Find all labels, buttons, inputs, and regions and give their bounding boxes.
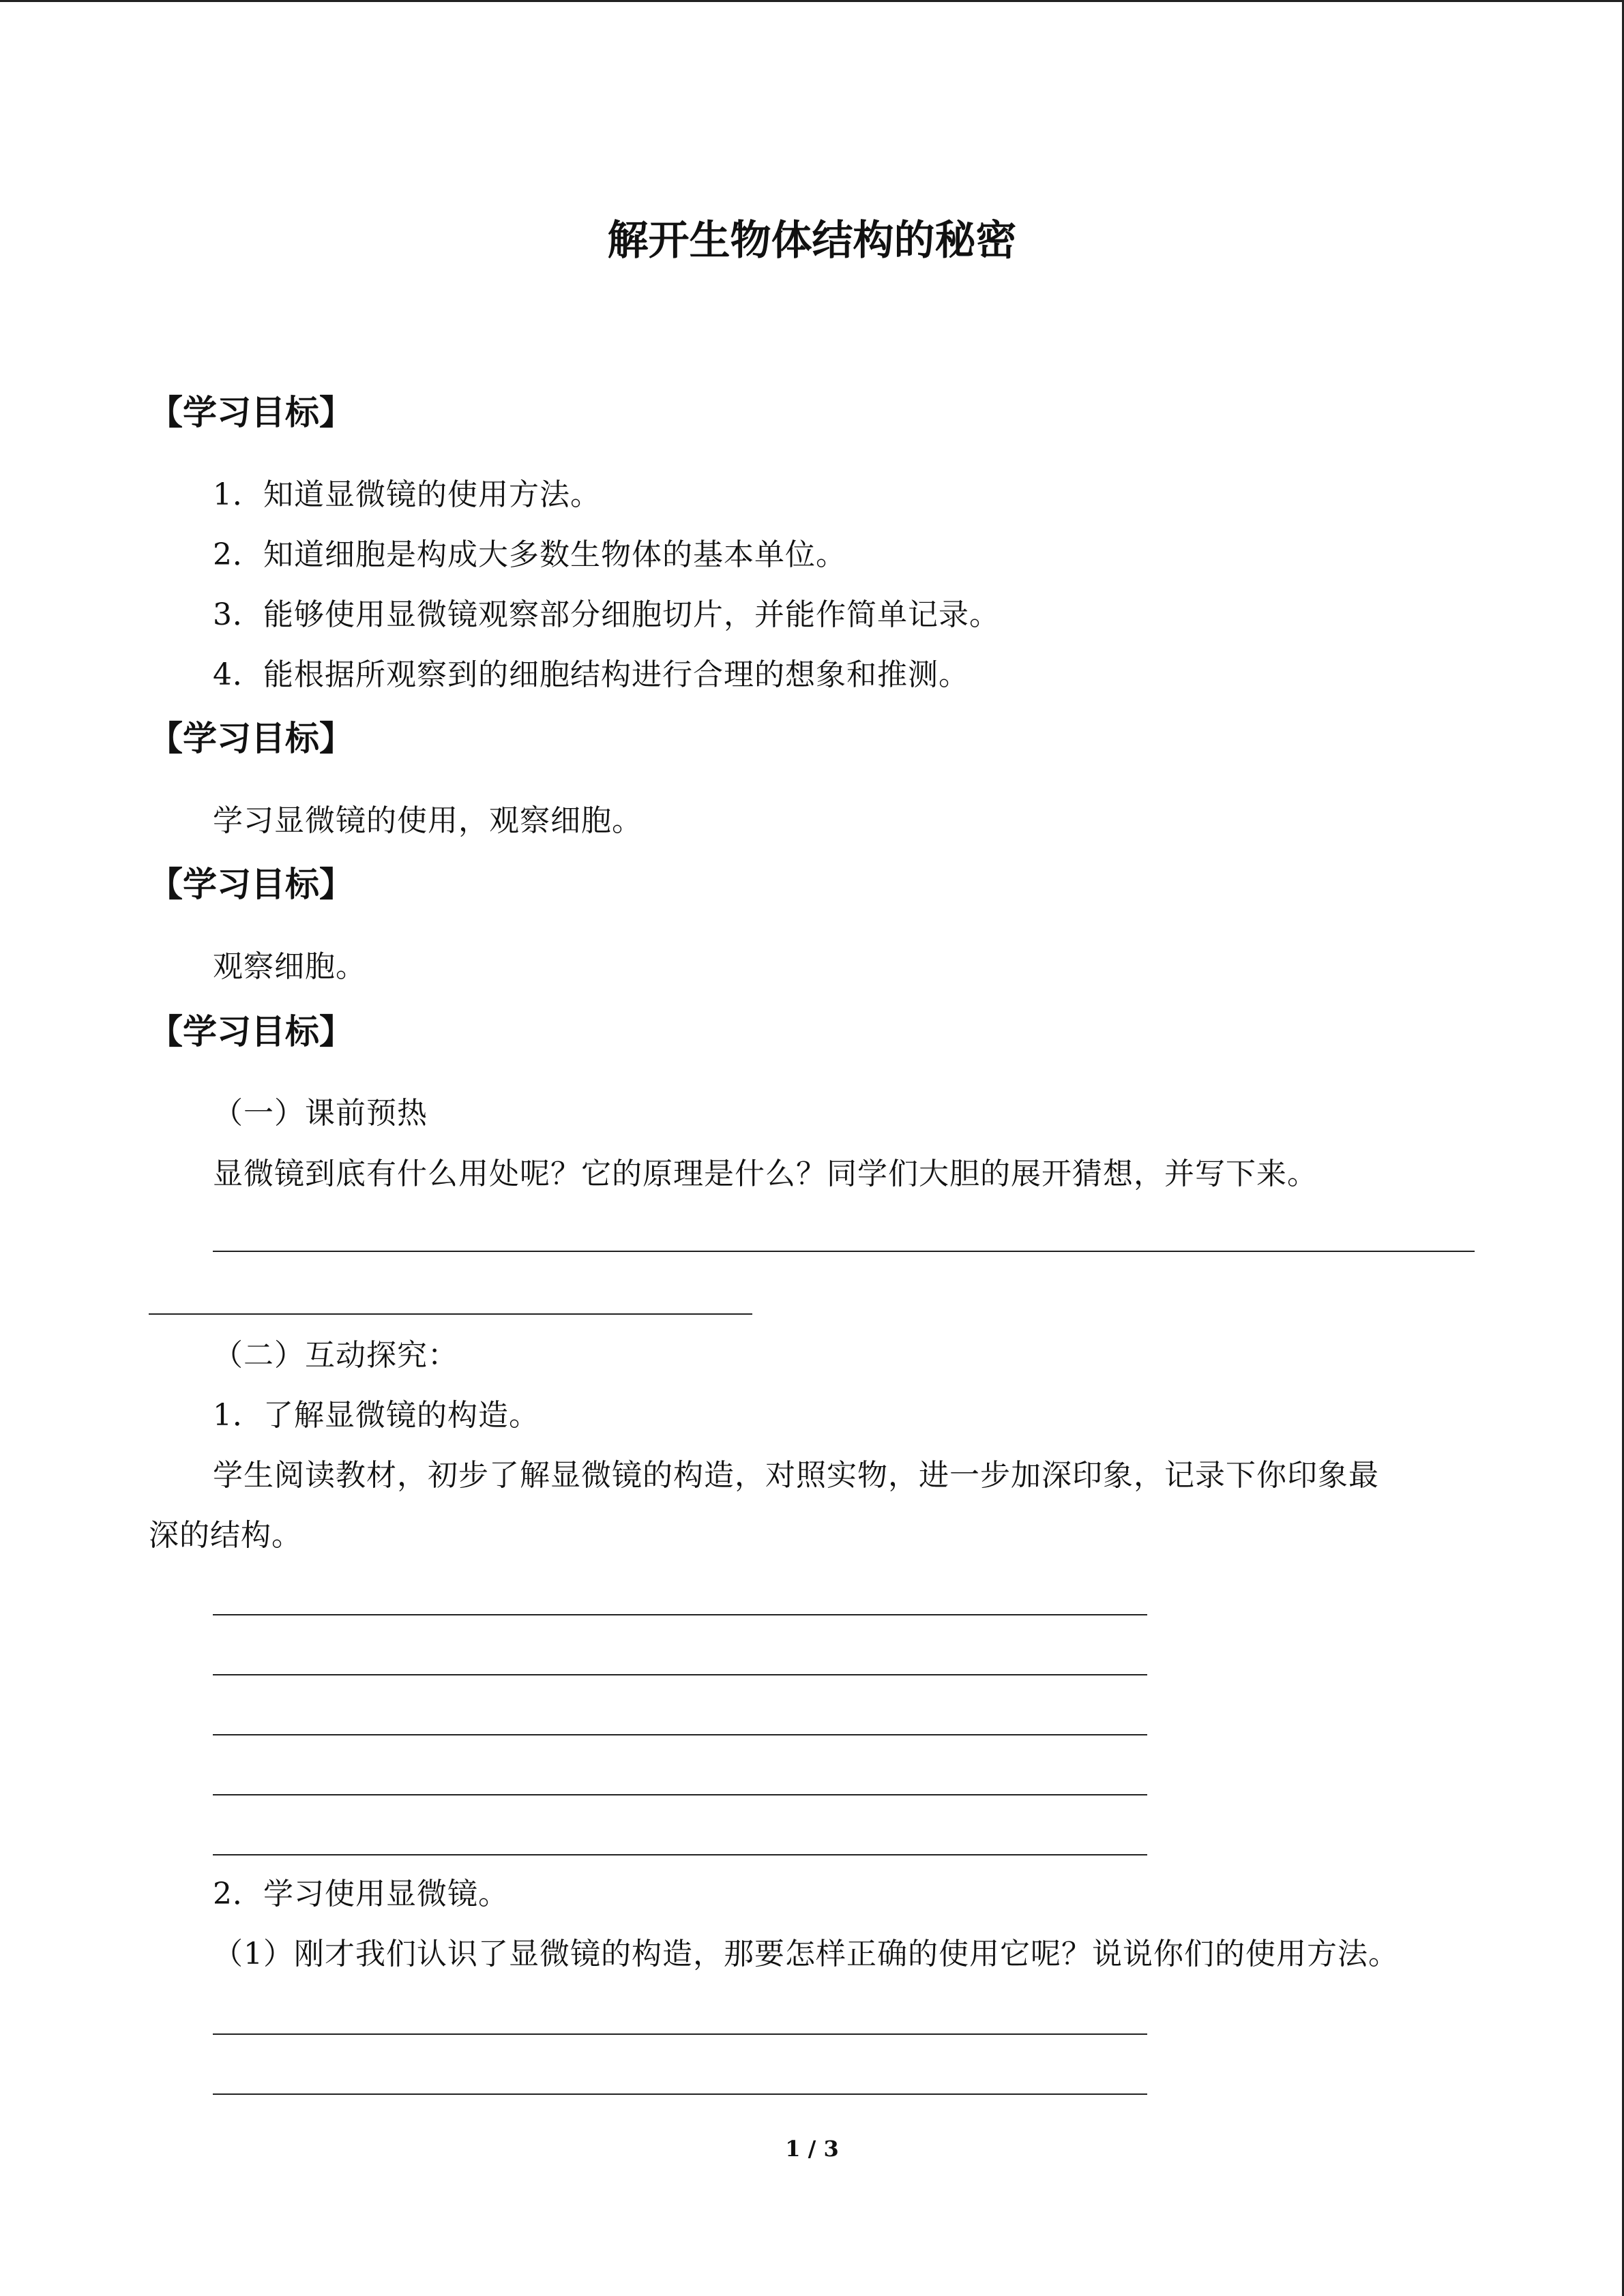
answer-line[interactable] [213, 1854, 1147, 1855]
document-title: 解开生物体结构的秘密 [607, 217, 1017, 265]
objective-item-2: 2．知道细胞是构成大多数生物体的基本单位。 [213, 537, 846, 572]
section-heading-difficulty: 【学习目标】 [149, 865, 353, 904]
answer-line[interactable] [213, 1794, 1147, 1795]
answer-line[interactable] [149, 1313, 752, 1315]
key-points-text: 学习显微镜的使用，观察细胞。 [213, 803, 643, 838]
objective-item-4: 4．能根据所观察到的细胞结构进行合理的想象和推测。 [213, 657, 969, 692]
explore-label: （二）互动探究： [213, 1338, 458, 1373]
answer-line[interactable] [213, 1674, 1147, 1675]
section-heading-key-points: 【学习目标】 [149, 719, 353, 758]
step2-question: （1）刚才我们认识了显微镜的构造，那要怎样正确的使用它呢？说说你们的使用方法。 [213, 1937, 1399, 1971]
objective-item-1: 1．知道显微镜的使用方法。 [213, 477, 601, 512]
answer-line[interactable] [213, 2033, 1147, 2035]
page-number: 1 / 3 [785, 2136, 839, 2162]
preheat-question: 显微镜到底有什么用处呢？它的原理是什么？同学们大胆的展开猜想，并写下来。 [213, 1157, 1318, 1191]
answer-line[interactable] [213, 1734, 1147, 1735]
step1-text-line2: 深的结构。 [149, 1518, 302, 1553]
step2-title: 2．学习使用显微镜。 [213, 1877, 509, 1911]
objective-item-3: 3．能够使用显微镜观察部分细胞切片，并能作简单记录。 [213, 597, 1000, 632]
answer-line[interactable] [213, 1251, 1475, 1252]
section-heading-objectives: 【学习目标】 [149, 393, 353, 432]
answer-line[interactable] [213, 1614, 1147, 1615]
page-border-top [0, 0, 1624, 2]
preheat-label: （一）课前预热 [213, 1096, 428, 1131]
step1-text-line1: 学生阅读教材，初步了解显微镜的构造，对照实物，进一步加深印象，记录下你印象最 [213, 1458, 1379, 1493]
difficulty-text: 观察细胞。 [213, 949, 366, 984]
answer-line[interactable] [213, 2093, 1147, 2095]
step1-title: 1．了解显微镜的构造。 [213, 1398, 540, 1433]
section-heading-process: 【学习目标】 [149, 1012, 353, 1052]
